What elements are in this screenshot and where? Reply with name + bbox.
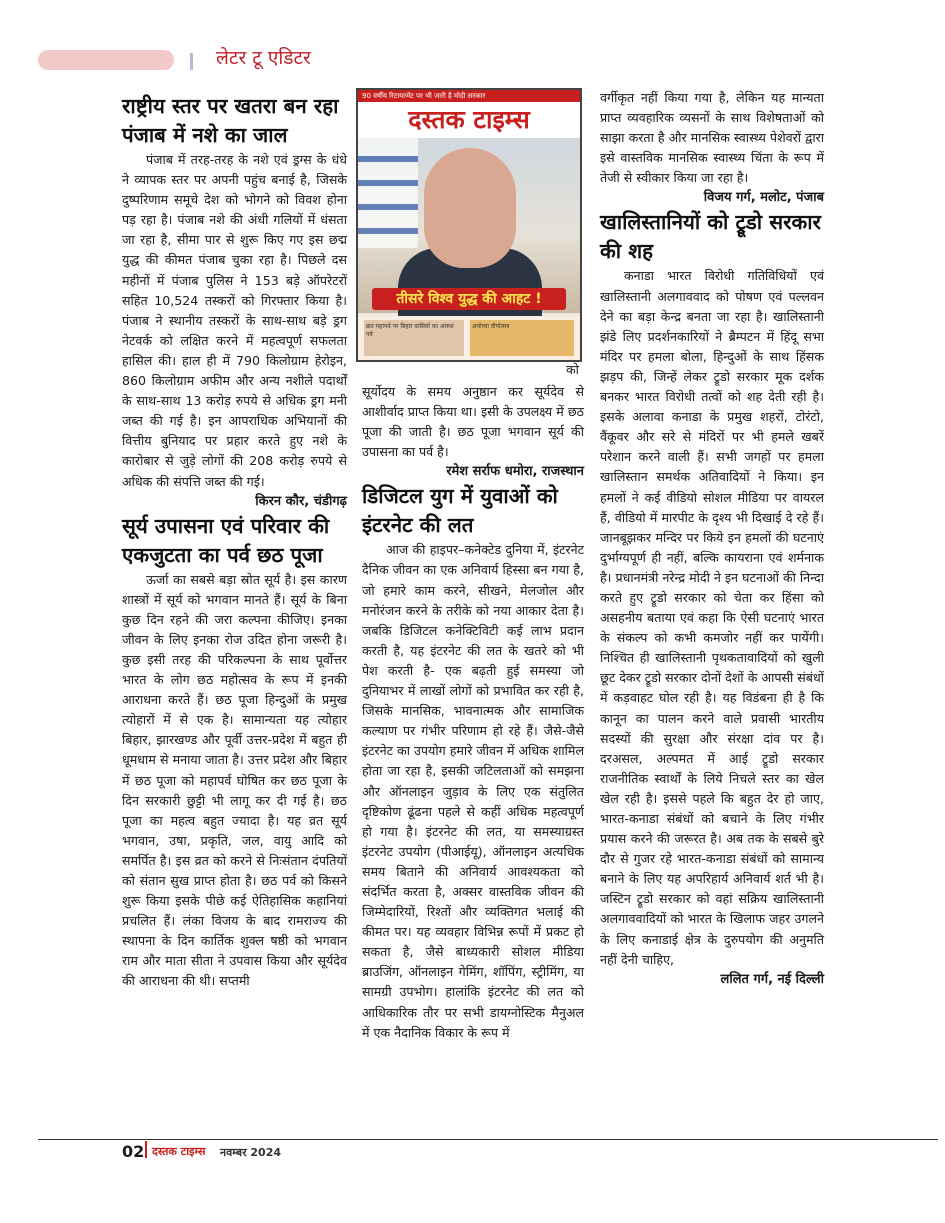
byline-ramesh: रमेश सर्राफ धमोरा, राजस्थान [446,464,584,480]
section-pill [38,50,174,70]
byline-lalit: ललित गर्ग, नई दिल्ली [720,971,824,987]
article-body-chhath-cont: सूर्योदय के समय अनुष्ठान कर सूर्यदेव से आशीर्वाद प्राप्त किया था। इसी के उपलक्ष्य में छठ पूजा की जाती है। छठ पूजा भगवान सूर्य की उपासना का पर्व है। [362,384,584,460]
cover-box-1: छठ महापर्व पर बिहार वासियों का आस्था पर्व [364,320,464,356]
article-title-punjab: राष्ट्रीय स्तर पर खतरा बन रहा पंजाब में नशे का जाल [122,94,339,147]
section-title: लेटर टू एडिटर [216,47,311,69]
cover-masthead: दस्तक टाइम्स [358,102,580,138]
cover-box-2: अयोध्या दीपोत्सव [470,320,574,356]
article-title-chhath: सूर्य उपासना एवं परिवार की एकजुटता का पर्व छठ पूजा [122,513,330,567]
cover-topline: 90 वर्षीय रिटायरमेंट पर भी जारी है मोदी सरकार [358,90,580,102]
article-body-internet: आज की हाइपर–कनेक्टेड दुनिया में, इंटरनेट दैनिक जीवन का एक अनिवार्य हिस्सा बन गया है, जो हमारे काम करने, सीखने, मेलजोल और मनोरंजन करने के तरीके को नया आकार देता है। जबकि डिजिटल कनेक्टिविटी कई लाभ प्रदान करती है, यह इंटरनेट की लत के खतरे को भी पेश करती है- एक बढ़ती हुई समस्या जो दुनियाभर में लाखों लोगों को प्रभावित कर रही है, जिसके मानसिक, भावनात्मक और सामाजिक कल्याण पर गंभीर परिणाम हो रहे हैं। जैसे-जैसे इंटरनेट का उपयोग हमारे जीवन में अधिक शामिल होता जा रहा है, इसकी जटिलताओं को समझना और ऑनलाइन जुड़ाव के लिए एक संतुलित दृष्टिकोण ढूंढना पहले से कहीं अधिक महत्वपूर्ण हो गया है। इंटरनेट की लत, या समस्याग्रस्त इंटरनेट उपयोग (पीआईयू), ऑनलाइन अत्यधिक समय बिताने की अनिवार्य आवश्यकता को संदर्भित करता है, अक्सर वास्तविक जीवन की जिम्मेदारियों, रिश्तों और व्यक्तिगत भलाई की कीमत पर। यह व्यवहार विभिन्न रूपों में प्रकट हो सकता है, जैसे बाध्यकारी सोशल मीडिया ब्राउजिंग, ऑनलाइन गेमिंग, शॉपिंग, स्ट्रीमिंग, या सामग्री उपभोग। हालांकि इंटरनेट की लत को आधिकारिक तौर पर सभी डायग्नोस्टिक मैनुअल में एक नैदानिक विकार के रूप में [362,542,584,1040]
page-number: 02 [122,1142,145,1161]
byline-kiran: किरन कौर, चंडीगढ़ [255,493,347,509]
column-2 [362,382,584,1043]
article-body-internet-cont: वर्गीकृत नहीं किया गया है, लेकिन यह मान्यता प्राप्त व्यवहारिक व्यसनों के साथ विशेषताओं को साझा करता है और मानसिक स्वास्थ्य पेशेवरों द्वारा इसे वास्तविक मानसिक स्वास्थ्य चिंता के रूप में तेजी से स्वीकार किया जा रहा है। [600,90,824,186]
flag-graphic [358,138,418,248]
byline-vijay: विजय गर्ग, मलोट, पंजाब [703,190,824,206]
column-1 [122,92,347,992]
footer-month: नवम्बर 2024 [220,1146,282,1159]
footer-accent-bar [145,1141,147,1158]
section-separator [190,53,193,70]
article-body-chhath: ऊर्जा का सबसे बड़ा स्रोत सूर्य है। इस कारण शास्त्रों में सूर्य को भगवान मानते हैं। सूर्य के बिना कुछ दिन रहने की जरा कल्पना कीजिए। इनका जीवन के लिए इनका रोज उदित होना जरूरी है। कुछ इसी तरह की परिकल्पना के साथ पूर्वोत्तर भारत के लोग छठ महोत्सव के रूप में इनकी आराधना करते हैं। छठ पूजा हिन्दुओं के प्रमुख त्योहारों में से एक है। सामान्यता यह त्योहार बिहार, झारखण्ड और पूर्वी उत्तर-प्रदेश में बहुत ही धूमधाम से मनाया जाता है। उत्तर प्रदेश और बिहार में छठ पूजा को महापर्व घोषित कर छठ पूजा के दिन सरकारी छुट्टी भी लागू कर दी गई है। छठ पूजा का महत्व बहुत ज्यादा है। यह व्रत सूर्य भगवान, उषा, प्रकृति, जल, वायु आदि को समर्पित है। इस व्रत को करने से निःसंतान दंपतियों को संतान सुख प्राप्त होता है। छठ पर्व को किसने शुरू किया इसके पीछे कई ऐतिहासिक कहानियां प्रचलित हैं। लंका विजय के बाद रामराज्य की स्थापना के दिन कार्तिक शुक्ल षष्ठी को भगवान राम और माता सीता ने उपवास किया और सूर्यदेव की आराधना की थी। सप्तमी [122,571,347,989]
portrait-face [424,148,516,268]
article-title-khalistan: खालिस्तानियों को ट्रूडो सरकार की शह [600,210,821,264]
article-title-internet: डिजिटल युग में युवाओं को इंटरनेट की लत [362,484,558,538]
article-body-punjab: पंजाब में तरह-तरह के नशे एवं ड्रग्स के धंधे ने व्यापक स्तर पर अपनी पहुंच बनाई है, जिसके दुष्परिणाम समूचे देश को भोगने को विवश होना पड़ रहा है। पंजाब नशे की अंधी गलियों में धंसता जा रहा है, सीमा पार से शुरू किए गए इस छद्म युद्ध की कीमत पंजाब चुका रहा है। पिछले दस महीनों में पंजाब पुलिस ने 153 बड़े ऑपरेटरों सहित 10,524 तस्करों को गिरफ्तार किया है। पंजाब ने स्थानीय तस्करों के साथ-साथ बड़े ड्रग नेटवर्क को लक्षित करने में महत्वपूर्ण सफलता हासिल की। हाल ही में 790 किलोग्राम हेरोइन, 860 किलोग्राम अफीम और अन्य नशीले पदार्थों के साथ-साथ 13 करोड़ रुपये से अधिक ड्रग मनी जब्त की गई है। इन आपराधिक अभियानों की वित्तीय बुनियाद पर प्रहार करते हुए नशे के कारोबार से जुड़े लोगों की 208 करोड़ रुपये से अधिक की संपत्ति जब्त की गई। [122,152,347,489]
footer-brand: दस्तक टाइम्स [152,1145,206,1158]
article-body-khalistan: कनाडा भारत विरोधी गतिविधियों एवं खालिस्तानी अलगाववाद को पोषण एवं पल्लवन देने का बड़ा केन्द्र बनता जा रहा है। खालिस्तानी झंडे लिए प्रदर्शनकारियों ने ब्रैम्पटन में हिंदू सभा मंदिर पर हमला बोला, हिन्दुओं के साथ हिंसक झड़प की, जिन्हें लेकर ट्रूडो सरकार मूक दर्शक बनकर भारत विरोधी तत्वों को शह देती रही है। इसके अलावा कनाडा के प्रमुख शहरों, टोरंटो, वैंकूवर और सरे से मंदिरों पर भी हमले खबरें परेशान करने वाली हैं। सभी जगहों पर हमला खालिस्तान समर्थक अतिवादियों ने किया। इन हमलों ने कई वीडियो सोशल मीडिया पर वायरल हैं, वीडियो में मारपीट के दृश्य भी दिखाई दे रहे हैं। जानबूझकर मन्दिर पर किये इन हमलों की घटनाएं दुर्भाग्यपूर्ण ही नहीं, बल्कि कायराना एवं शर्मनाक है। प्रधानमंत्री नरेन्द्र मोदी ने इन घटनाओं की निन्दा करते हुए ट्रूडो सरकार को चेता कर हिंसा को असहनीय बताया एवं कहा कि ऐसी घटनाएं भारत के संकल्प को कभी कमजोर नहीं कर पायेंगी। निश्चित ही खालिस्तानी पृथकतावादियों को खुली छूट देकर ट्रूडो सरकार दोनों देशों के आपसी संबंधों में कड़वाहट घोल रही है। यह विडंबना ही है कि कानून का पालन करने वाले प्रवासी भारतीय सदस्यों की सुरक्षा और संरक्षा दांव पर है। दरअसल, अल्पमत में आई ट्रूडो सरकार राजनीतिक स्वार्थों के लिये निचले स्तर का खेल खेल रही है। इससे पहले कि बहुत देर हो जाए, भारत-कनाडा संबंधों को बचाने के लिए गंभीर प्रयास करने की जरूरत है। अब तक के सबसे बुरे दौर से गुजर रहे भारत-कनाडा संबंधों को सामान्य बनाने के लिए यह अपरिहार्य अनिवार्य शर्त भी है। जस्टिन ट्रूडो सरकार को वहां सक्रिय खालिस्तानी अलगाववादियों को भारत के खिलाफ जहर उगलने के लिए कनाडाई क्षेत्र के दुरुपयोग की अनुमति नहीं देनी चाहिए, [600,268,824,967]
cover-photo [358,138,580,313]
cover-trailing-word: को [566,362,579,377]
cover-headline: तीसरे विश्व युद्ध की आहट ! [372,288,566,310]
footer-rule [38,1139,938,1140]
cover-bottom-strip [358,316,580,360]
magazine-cover [356,88,582,362]
column-3 [600,88,824,990]
